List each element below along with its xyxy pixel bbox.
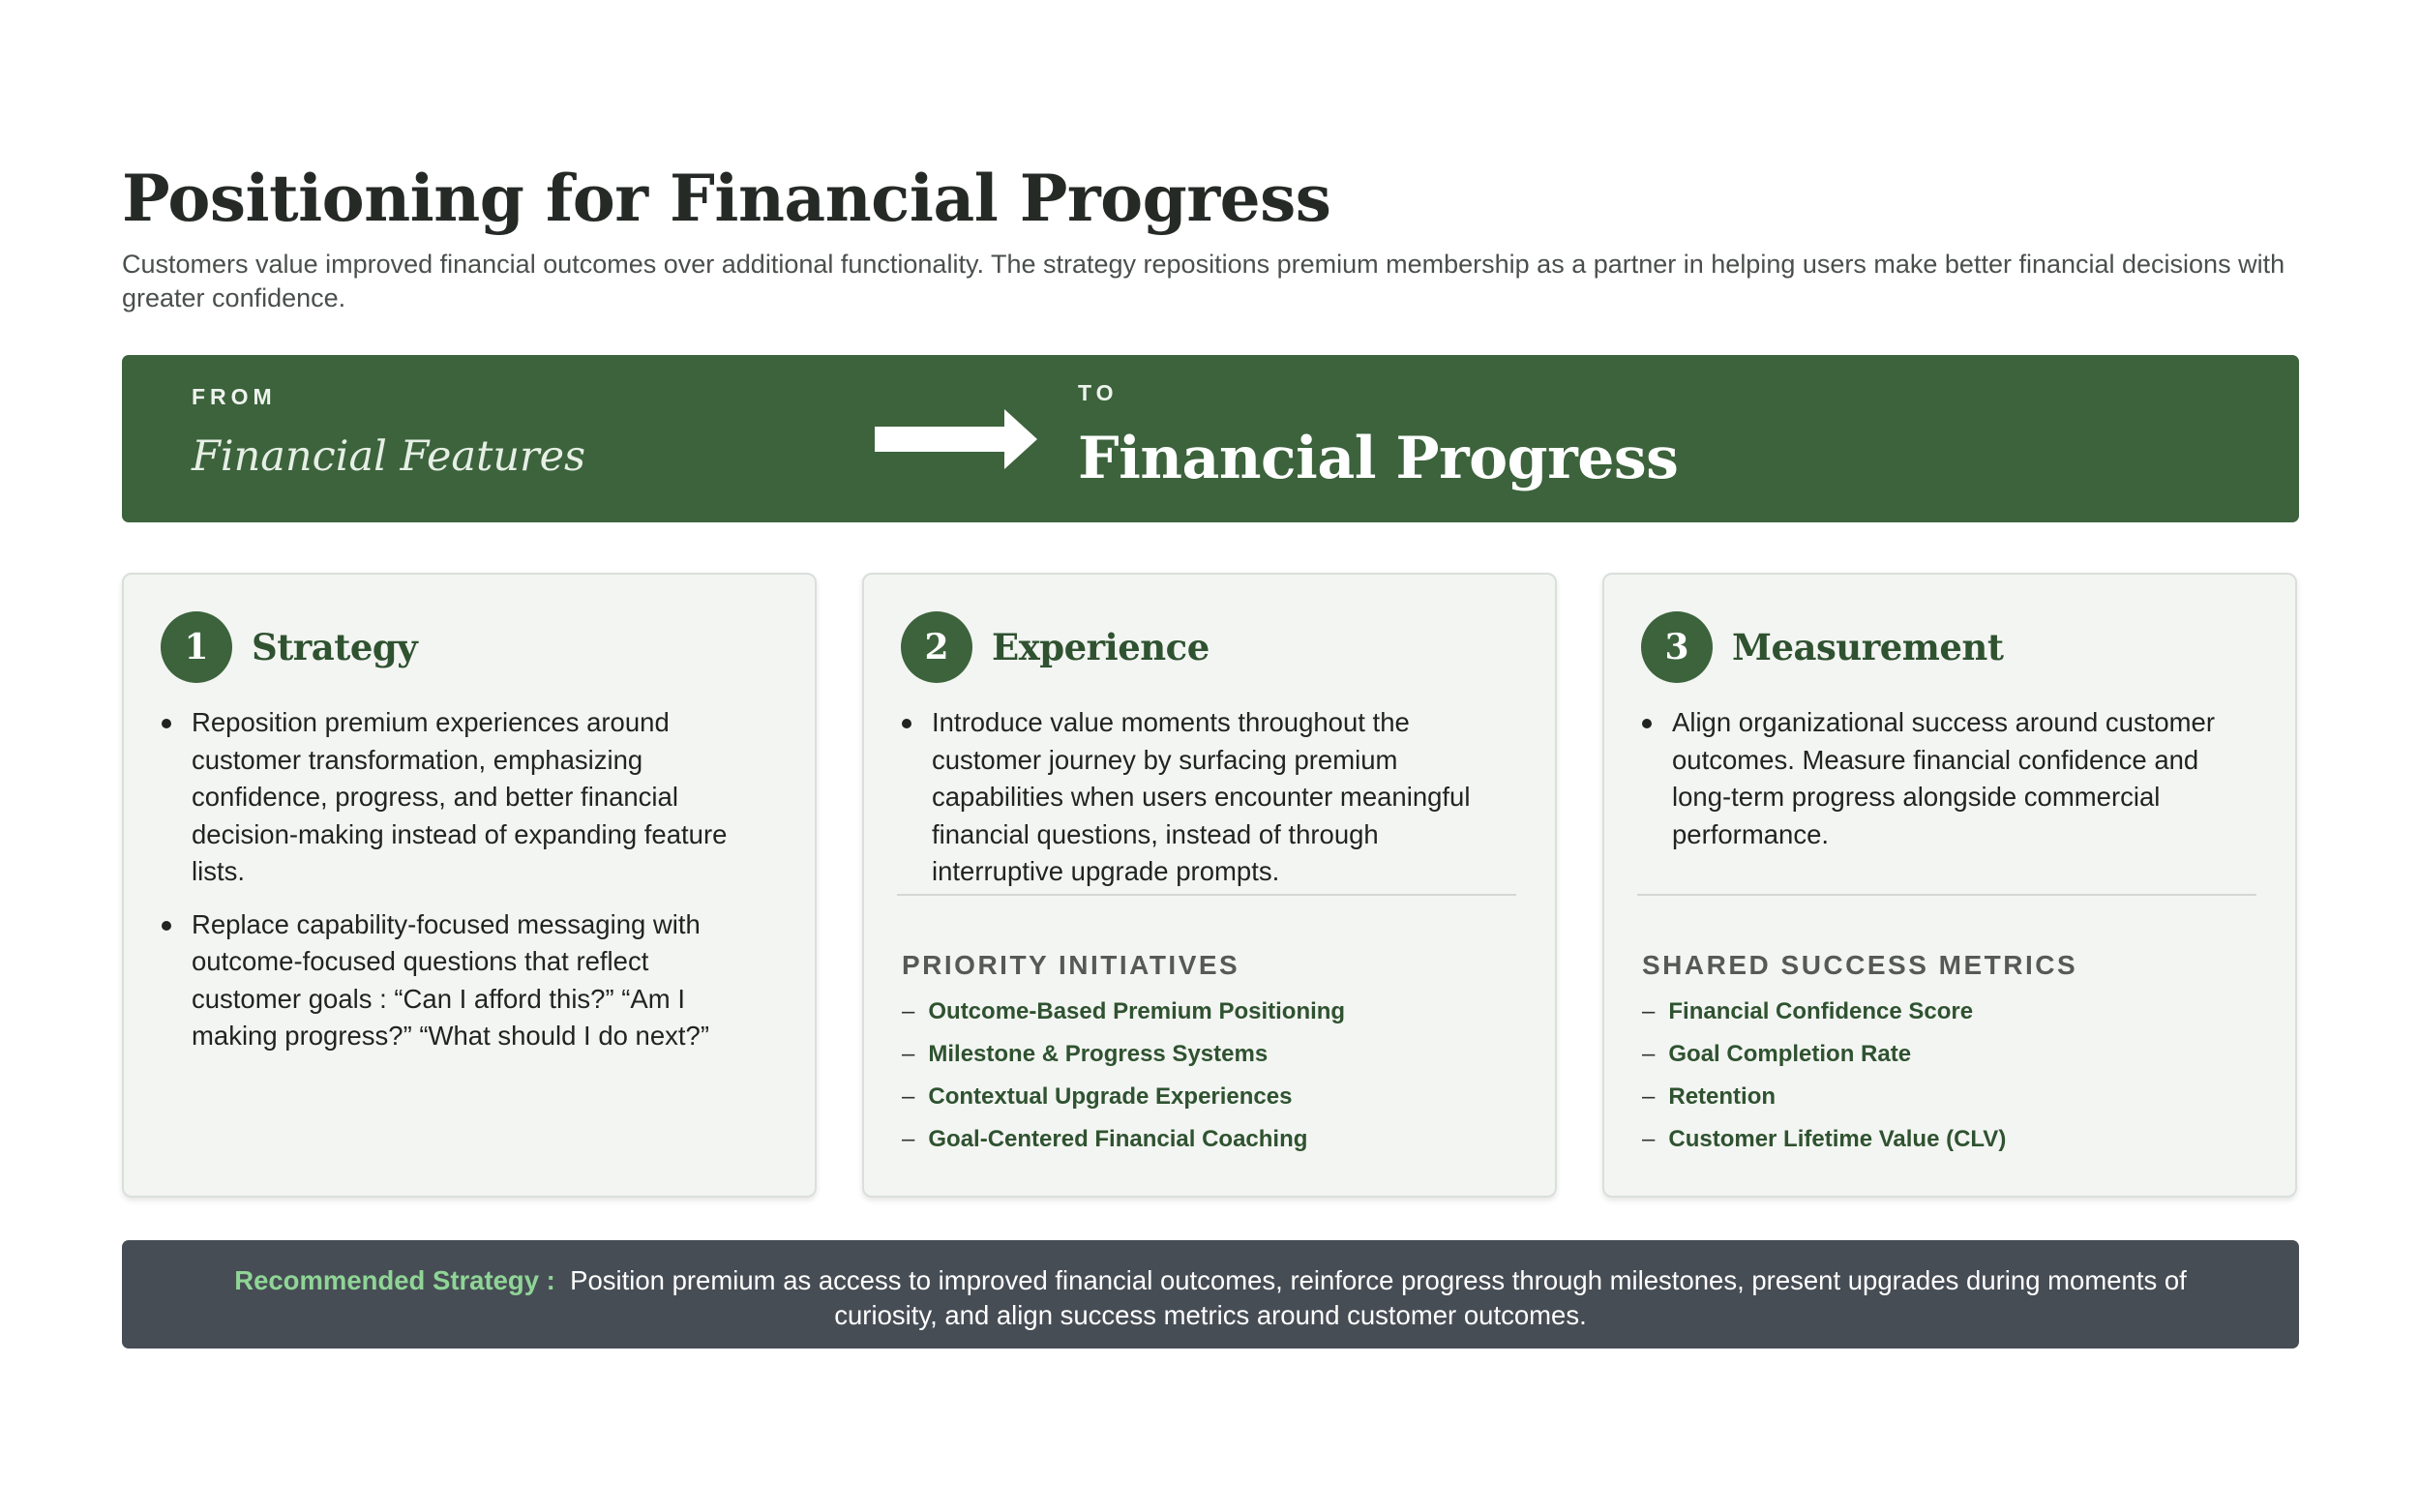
step-number-badge: 1: [161, 611, 232, 683]
to-value: Financial Progress: [1078, 425, 1679, 492]
bullet-item: Reposition premium experiences around customer transformation, emphasizing confidence, progress, and better financial decision-making instead of expanding feature lists.: [192, 704, 753, 891]
bullet-item: Introduce value moments throughout the customer journey by surfacing premium capabilities when users encounter meaningful financial questions, instead of through interruptive upgrade prompts.: [932, 704, 1493, 891]
from-value: Financial Features: [192, 432, 586, 481]
page-title: Positioning for Financial Progress: [122, 161, 1331, 236]
card-title: Strategy: [252, 626, 418, 668]
list-item: – Customer Lifetime Value (CLV): [1642, 1118, 2006, 1161]
section-label: PRIORITY INITIATIVES: [902, 950, 1240, 980]
bullet-list: [1672, 704, 2233, 869]
recommendation-label: Recommended Strategy :: [234, 1265, 555, 1295]
experience-card: [862, 573, 1557, 1198]
list-item: – Retention: [1642, 1076, 2006, 1118]
to-label: TO: [1078, 380, 1119, 405]
step-number-badge: 2: [901, 611, 972, 683]
initiatives-list: [902, 991, 1345, 1161]
recommendation-text: Position premium as access to improved financial outcomes, reinforce progress through milestones, present upgrades during moments of curiosity, and align success metrics around customer outcomes.: [570, 1265, 2187, 1330]
page-subtitle: Customers value improved financial outcomes over additional functionality. The strategy repositions premium membership as a partner in helping users make better financial decisions with greater confidence.: [122, 250, 2285, 312]
strategy-card: [122, 573, 817, 1198]
bullet-list: [932, 704, 1493, 906]
bullet-list: [192, 704, 753, 1071]
list-item: – Goal-Centered Financial Coaching: [902, 1118, 1345, 1161]
recommendation-bar: [122, 1240, 2299, 1349]
step-number-badge: 3: [1641, 611, 1713, 683]
from-to-banner: [122, 355, 2299, 522]
arrow-right-icon: [875, 409, 1037, 469]
list-item: – Goal Completion Rate: [1642, 1033, 2006, 1076]
list-item: – Outcome-Based Premium Positioning: [902, 991, 1345, 1033]
measurement-card: [1602, 573, 2297, 1198]
bullet-item: Align organizational success around customer outcomes. Measure financial confidence and long-term progress alongside commercial performance.: [1672, 704, 2233, 853]
divider: [897, 894, 1516, 896]
list-item: – Milestone & Progress Systems: [902, 1033, 1345, 1076]
list-item: – Contextual Upgrade Experiences: [902, 1076, 1345, 1118]
metrics-list: [1642, 991, 2006, 1161]
divider: [1637, 894, 2256, 896]
card-title: Measurement: [1732, 626, 2004, 668]
card-title: Experience: [992, 626, 1210, 668]
list-item: – Financial Confidence Score: [1642, 991, 2006, 1033]
section-label: SHARED SUCCESS METRICS: [1642, 950, 2078, 980]
bullet-item: Replace capability-focused messaging with outcome-focused questions that reflect customer goals : “Can I afford this?” “Am I making progress?” “What should I do next?”: [192, 906, 753, 1055]
from-label: FROM: [192, 384, 277, 409]
